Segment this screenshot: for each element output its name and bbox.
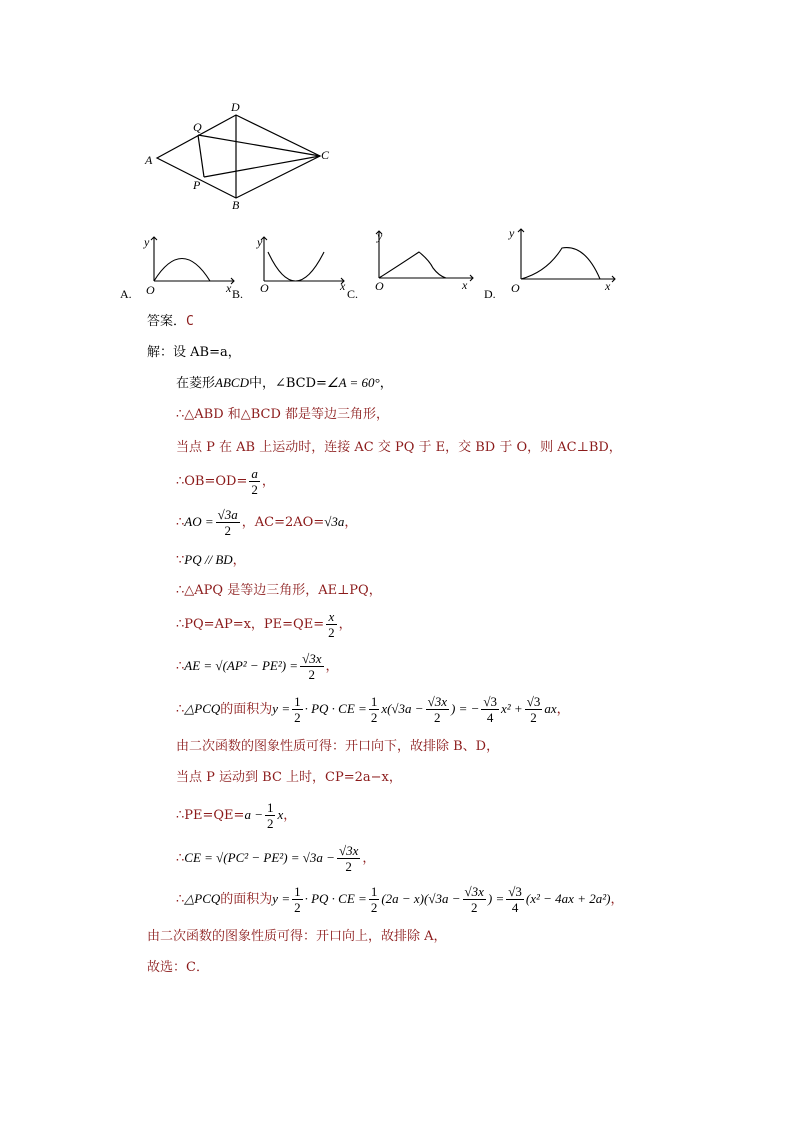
math-text: AO = xyxy=(184,514,214,529)
fraction xyxy=(216,507,240,538)
solution-text: 当点 P 在 AB 上运动时，连接 AC 交 PQ 于 E，交 BD 于 O，则 AC⊥BD， xyxy=(176,440,622,455)
math-text: · PQ · CE = xyxy=(304,891,367,906)
solution-text: ∴△ABD 和△BCD 都是等边三角形， xyxy=(176,407,390,422)
denominator: 2 xyxy=(308,667,316,682)
solution-line-2 xyxy=(176,375,393,392)
solution-line-1 xyxy=(147,345,241,361)
solution-text: ， xyxy=(344,515,358,530)
rhombus-outline xyxy=(157,115,320,198)
fraction xyxy=(326,609,337,640)
solution-text: 的面积为 xyxy=(220,702,273,717)
solution-line-14 xyxy=(176,800,296,831)
solution-text: 的面积为 xyxy=(220,892,273,907)
numerator: √3x xyxy=(464,884,484,899)
solution-text: 中，∠BCD= xyxy=(248,376,327,391)
numerator: √3 xyxy=(483,694,497,709)
solution-text: ∴ xyxy=(176,702,185,717)
denominator: 2 xyxy=(294,710,301,725)
denominator: 2 xyxy=(370,900,378,915)
numerator: √3 xyxy=(526,694,541,709)
math-text: x(√3a − xyxy=(381,701,424,716)
vertex-p-label: P xyxy=(193,178,201,192)
solution-text: ， xyxy=(610,892,624,907)
numerator: √3a xyxy=(217,507,238,522)
solution-text: ， xyxy=(325,659,339,674)
numerator: 1 xyxy=(294,694,301,709)
fraction xyxy=(292,694,303,725)
math-text: y = xyxy=(272,701,291,716)
solution-line-11 xyxy=(176,694,570,725)
vertex-d-label: D xyxy=(231,100,240,114)
option-b-origin: O xyxy=(260,281,269,295)
fraction xyxy=(369,694,380,725)
solution-text: ， xyxy=(283,808,297,823)
numerator: 1 xyxy=(294,884,301,899)
fraction xyxy=(300,651,323,682)
option-a-x-label: x xyxy=(226,281,232,295)
solution-text: 由二次函数的图象性质可得：开口向上，故排除 A， xyxy=(147,929,447,944)
fraction xyxy=(525,694,543,725)
option-b-curve xyxy=(268,252,324,281)
numerator: √3x xyxy=(427,694,447,709)
solution-text: 解：设 AB=a， xyxy=(147,345,241,360)
solution-text: ∴ xyxy=(176,851,185,866)
math-text: (2a − x)(√3a − xyxy=(381,891,461,906)
solution-text: ， xyxy=(232,553,246,568)
solution-text: ，AC=2AO= xyxy=(241,515,325,530)
vertex-b-label: B xyxy=(232,198,240,212)
option-b-x-label: x xyxy=(340,279,346,293)
segment-pq xyxy=(198,135,204,177)
solution-line-18 xyxy=(147,960,209,976)
solution-line-6 xyxy=(176,507,357,538)
solution-line-17 xyxy=(147,929,447,945)
solution-line-4 xyxy=(176,440,622,456)
solution-text: ∴PE=QE= xyxy=(176,808,245,823)
solution-text: 当点 P 运动到 BC 上时，CP=2a−x， xyxy=(176,770,402,785)
fraction xyxy=(463,884,486,915)
answer-label: 答案． xyxy=(147,314,187,329)
solution-line-7 xyxy=(176,552,246,569)
denominator: 2 xyxy=(266,816,274,831)
denominator: 2 xyxy=(294,900,301,915)
solution-text: ， xyxy=(362,851,376,866)
segment-qc xyxy=(198,135,320,156)
math-text: ) = − xyxy=(450,701,480,716)
math-text: △PCQ xyxy=(184,701,221,716)
option-c-graph xyxy=(365,226,480,296)
numerator: x xyxy=(326,609,337,625)
denominator: 4 xyxy=(511,900,519,915)
solution-text: ， xyxy=(338,617,352,632)
solution-line-15 xyxy=(176,843,375,874)
option-b-y-label: y xyxy=(257,235,263,249)
math-text: x xyxy=(277,807,284,822)
fraction xyxy=(265,800,276,831)
option-d-graph xyxy=(503,224,623,296)
option-d-x-label: x xyxy=(605,279,611,293)
solution-text: 在菱形 xyxy=(176,376,216,391)
denominator: 2 xyxy=(434,710,441,725)
solution-text: ， xyxy=(261,474,275,489)
fraction xyxy=(337,843,360,874)
rhombus-figure xyxy=(140,98,340,213)
math-text: ax xyxy=(544,701,557,716)
math-text: (x² − 4ax + 2a²) xyxy=(525,891,611,906)
fraction xyxy=(426,694,449,725)
denominator: 2 xyxy=(224,523,231,538)
solution-text: ， xyxy=(379,376,393,391)
math-text: AE = √(AP² − PE²) = xyxy=(184,658,299,673)
numerator: √3x xyxy=(338,843,359,858)
denominator: 2 xyxy=(530,710,537,725)
fraction xyxy=(292,884,303,915)
option-c-curve xyxy=(379,252,446,278)
math-text: △PCQ xyxy=(184,891,221,906)
option-c-origin: O xyxy=(375,279,384,293)
answer-value: C xyxy=(186,314,194,329)
denominator: 2 xyxy=(345,859,352,874)
fraction xyxy=(369,884,380,915)
numerator: 1 xyxy=(266,800,274,815)
solution-line-9 xyxy=(176,609,352,640)
denominator: 2 xyxy=(370,710,378,725)
math-text: x² + xyxy=(501,701,523,716)
numerator: √3 xyxy=(508,884,522,899)
numerator: a xyxy=(251,466,258,481)
fraction xyxy=(506,884,524,915)
fraction xyxy=(249,466,260,497)
solution-text: ∴ xyxy=(176,892,185,907)
solution-text: ∴PQ=AP=x，PE=QE= xyxy=(176,617,325,632)
denominator: 4 xyxy=(486,710,494,725)
option-c-letter: C. xyxy=(347,287,359,301)
solution-line-13 xyxy=(176,770,402,786)
vertex-a-label: A xyxy=(145,153,153,167)
solution-line-12 xyxy=(176,739,499,755)
denominator: 2 xyxy=(251,482,258,497)
fraction xyxy=(481,694,499,725)
vertex-q-label: Q xyxy=(193,120,202,134)
option-d-curve xyxy=(521,248,600,279)
option-d-y-label: y xyxy=(509,226,515,240)
solution-text: ∵ xyxy=(176,553,185,568)
math-text: ) = xyxy=(487,891,505,906)
numerator: 1 xyxy=(370,694,378,709)
denominator: 2 xyxy=(470,900,478,915)
solution-line-8 xyxy=(176,583,382,599)
option-a-letter: A. xyxy=(120,287,132,301)
segment-pc xyxy=(204,156,320,177)
solution-line-10 xyxy=(176,651,339,682)
math-text: · PQ · CE = xyxy=(304,701,367,716)
math-text: PQ // BD xyxy=(184,552,233,567)
solution-text: 由二次函数的图象性质可得：开口向下，故排除 B、D， xyxy=(176,739,500,754)
option-a-graph xyxy=(140,232,240,297)
answer-line xyxy=(147,314,194,330)
solution-line-5 xyxy=(176,466,275,497)
math-text: ∠A = 60° xyxy=(326,375,380,390)
denominator: 2 xyxy=(328,625,335,640)
solution-text: ∴OB=OD= xyxy=(176,474,248,489)
option-d-letter: D. xyxy=(484,287,496,301)
option-b-graph xyxy=(250,232,350,297)
math-text: CE = √(PC² − PE²) = √3a − xyxy=(184,850,335,865)
math-text: ABCD xyxy=(215,375,249,390)
solution-text: 故选：C． xyxy=(147,960,209,975)
option-b-letter: B. xyxy=(232,287,244,301)
vertex-c-label: C xyxy=(321,148,330,162)
solution-text: ∴ xyxy=(176,515,185,530)
option-c-x-label: x xyxy=(462,278,468,292)
solution-text: ， xyxy=(556,702,570,717)
solution-text: ∴△APQ 是等边三角形，AE⊥PQ， xyxy=(176,583,382,598)
solution-line-16 xyxy=(176,884,623,915)
math-text: a − xyxy=(244,807,263,822)
option-d-origin: O xyxy=(511,281,520,295)
numerator: 1 xyxy=(370,884,378,899)
math-text: y = xyxy=(272,891,291,906)
numerator: √3x xyxy=(302,651,322,666)
option-a-y-label: y xyxy=(144,235,150,249)
option-a-origin: O xyxy=(146,283,155,297)
option-a-curve xyxy=(154,259,210,282)
solution-text: ∴ xyxy=(176,659,185,674)
option-c-y-label: y xyxy=(377,229,383,243)
solution-line-3 xyxy=(176,407,389,423)
math-text: √3a xyxy=(324,514,345,529)
